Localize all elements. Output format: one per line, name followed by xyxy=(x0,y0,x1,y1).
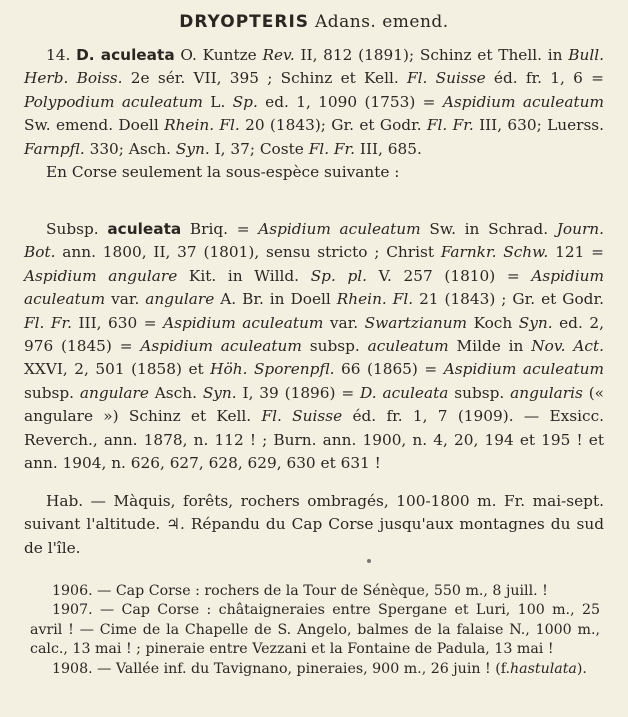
citation-text: A. Br. in Doell xyxy=(220,290,331,309)
citation-text: Sw. in Schrad. xyxy=(429,220,549,238)
citation-text: O. Kuntze xyxy=(180,46,257,64)
citation-text: éd. fr. 1, 6 = xyxy=(493,69,604,88)
citation-text: 66 (1865) = xyxy=(341,360,438,379)
citation-text: II, 812 (1891); Schinz et Thell. in xyxy=(300,46,563,64)
genus-authority: Adans. emend. xyxy=(314,12,449,32)
citation-text: III, 685. xyxy=(359,139,422,158)
locality-1906: 1906. — Cap Corse : rochers de la Tour de Sénèque, 550 m., 8 juill. ! xyxy=(52,583,548,599)
citation-title: Fl. Fr. xyxy=(426,116,474,135)
citation-text: III, 630 = xyxy=(78,313,157,332)
citation-title: Syn. xyxy=(202,383,237,402)
citation-title: Rhein. Fl. xyxy=(164,116,240,135)
citation-title: Bull. Herb. Boiss. xyxy=(24,46,604,88)
citation-title: Rhein. Fl. xyxy=(336,290,414,309)
citation-text: 330; Asch. xyxy=(89,139,171,158)
species-note: En Corse seulement la sous-espèce suivante : xyxy=(46,163,400,182)
citation-text: ann. 1800, II, 37 (1801), sensu stricto ; Christ xyxy=(62,243,434,262)
citation-text: Milde in xyxy=(456,337,524,356)
form-name: hastulata xyxy=(510,660,577,677)
citation-text: Sw. emend. Doell xyxy=(24,116,159,135)
citation-text: ed. 1, 1090 (1753) = xyxy=(265,92,436,111)
citation-text: 20 (1843); Gr. et Godr. xyxy=(245,116,422,135)
species-entry xyxy=(24,44,604,184)
species-paragraph xyxy=(24,44,604,161)
citation-title: Sp. xyxy=(232,92,258,111)
citation-text: Subsp. xyxy=(46,220,99,238)
citation-title: Fl. Fr. xyxy=(24,313,72,332)
genus-title: DRYOPTERIS xyxy=(179,12,310,32)
citation-text: 2e sér. VII, 395 ; Schinz et Kell. xyxy=(130,69,399,88)
synonym-name: Swartzianum xyxy=(364,313,468,332)
locality-text: 1908. — Vallée inf. du Tavignano, pineraies, 900 m., 26 juin ! xyxy=(52,660,491,677)
citation-title: Höh. Sporenpfl. xyxy=(210,360,335,379)
citation-text: var. xyxy=(111,290,140,309)
citation-title: Syn. xyxy=(518,313,553,332)
synonym-name: Polypodium aculeatum xyxy=(24,92,203,111)
synonym-name: Aspidium aculeatum xyxy=(258,220,421,238)
synonym-name: Aspidium aculeatum xyxy=(163,313,324,332)
form-note: ). xyxy=(576,660,587,677)
species-name: D. aculeata xyxy=(76,46,175,64)
habitat-paragraph: Hab. — Màquis, forêts, rochers ombragés, 100-1800 m. Fr. mai-sept. suivant l'altitude. ♃. Répandu du Cap Corse jusqu'aux montagnes du sud de l'île. xyxy=(24,492,604,557)
citation-text: subsp. xyxy=(309,337,360,356)
synonym-name: angularis xyxy=(510,383,583,402)
citation-text: I, 37; Coste xyxy=(214,139,304,158)
synonym-name: aculeatum xyxy=(367,337,449,356)
citation-text: I, 39 (1896) = xyxy=(242,383,355,402)
citation-title: Fl. Suisse xyxy=(407,69,486,88)
citation-text: V. 257 (1810) = xyxy=(378,266,520,285)
running-header xyxy=(0,12,628,32)
citation-text: Koch xyxy=(473,313,513,332)
synonym-name: Aspidium aculeatum xyxy=(443,360,604,379)
species-number: 14. xyxy=(46,46,71,64)
synonym-name: Aspidium aculeatum xyxy=(140,337,302,356)
exsiccata-text: éd. fr. 1, 7 (1909). — Exsicc. Reverch., ann. 1878, n. 112 ! ; Burn. ann. 1900, n. 4, 20, 194 et 195 ! et ann. 1904, n. 626, 627, 628, 629, 630 et 631 ! xyxy=(24,407,604,473)
subspecies-paragraph xyxy=(24,218,604,475)
citation-title: Nov. Act. xyxy=(531,337,604,356)
citation-text: III, 630; Luerss. xyxy=(479,116,605,135)
citation-text: subsp. xyxy=(24,383,74,402)
locality-1907: 1907. — Cap Corse : châtaigneraies entre Spergane et Luri, 100 m., 25 avril ! — Cime de la Chapelle de S. Angelo, balmes de la falaise N., 1000 m., calc., 13 mai ! ; pineraie entre Vezzani et la Fontaine de Padula, 13 mai ! xyxy=(30,602,600,658)
citation-title: Farnkr. Schw. xyxy=(440,243,549,262)
citation-title: Syn. xyxy=(175,139,210,158)
citation-title: Farnpfl. xyxy=(24,139,85,158)
citation-title: Fl. Fr. xyxy=(308,139,356,158)
habitat-section xyxy=(24,490,604,560)
citation-text: subsp. xyxy=(454,383,505,402)
citation-text: L. xyxy=(210,92,226,111)
citation-text: var. xyxy=(329,313,359,332)
synonym-name: Aspidium angulare xyxy=(24,266,178,285)
synonym-name: angulare xyxy=(79,383,149,402)
citation-title: Journ. Bot. xyxy=(24,220,605,262)
citation-title: Sp. pl. xyxy=(310,266,368,285)
subspecies-entry xyxy=(24,218,604,475)
citation-text: ed. 2, 976 (1845) = xyxy=(24,313,604,356)
synonym-name: angulare xyxy=(145,290,215,309)
citation-text: Briq. = xyxy=(189,220,250,238)
separator-dot xyxy=(367,559,371,563)
citation-text: Kit. in Willd. xyxy=(188,266,300,285)
citation-text: 21 (1843) ; Gr. et Godr. xyxy=(419,290,604,309)
subspecies-name: aculeata xyxy=(107,220,182,238)
citation-text: XXVI, 2, 501 (1858) et xyxy=(24,360,204,379)
citation-text: 121 = xyxy=(555,243,604,262)
synonym-name: Aspidium aculeatum xyxy=(24,266,604,309)
citation-text: (« angulare ») Schinz et Kell. xyxy=(24,383,605,426)
synonym-name: D. aculeata xyxy=(360,383,449,402)
citation-text: Asch. xyxy=(154,383,197,402)
citation-title: Rev. xyxy=(262,46,295,64)
synonym-name: Aspidium aculeatum xyxy=(442,92,604,111)
citation-title: Fl. Suisse xyxy=(261,407,343,426)
locality-1908 xyxy=(30,660,600,679)
form-note: (f. xyxy=(495,660,511,677)
localities-list xyxy=(30,582,600,679)
